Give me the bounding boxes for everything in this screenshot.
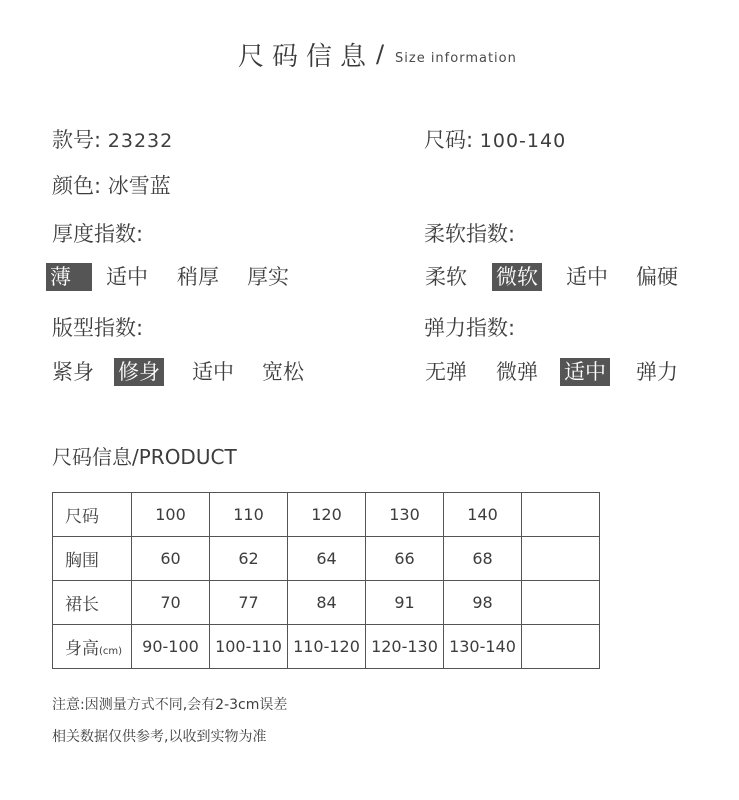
- table-cell: 77: [210, 581, 288, 625]
- elasticity-label: 弹力指数:: [424, 316, 516, 340]
- color-label: 颜色:: [52, 174, 102, 198]
- thickness-option-medium: 适中: [106, 265, 148, 289]
- table-cell: 66: [366, 537, 444, 581]
- table-cell: 84: [288, 581, 366, 625]
- style-number: [52, 124, 173, 154]
- table-row: [53, 625, 600, 669]
- table-cell: 120-130: [366, 625, 444, 669]
- table-cell: 70: [132, 581, 210, 625]
- elasticity-option-stretchy: 弹力: [636, 360, 678, 384]
- softness-option-slightly-soft: 微软: [492, 263, 542, 291]
- style-number-value: 23232: [107, 130, 174, 152]
- row-label: 尺码: [53, 493, 132, 537]
- table-cell: [522, 493, 600, 537]
- fit-option-regular: 适中: [192, 360, 234, 384]
- title-separator: /: [376, 40, 385, 68]
- softness-option-firm: 偏硬: [636, 265, 678, 289]
- table-cell: 100: [132, 493, 210, 537]
- table-cell: 98: [444, 581, 522, 625]
- thickness-option-thin: 薄: [46, 263, 92, 291]
- size-range: [424, 124, 566, 154]
- table-row: [53, 581, 600, 625]
- table-cell: [522, 537, 600, 581]
- measurement-note: 注意:因测量方式不同,会有2-3cm误差: [52, 697, 288, 713]
- table-cell: 110-120: [288, 625, 366, 669]
- color-value: 冰雪蓝: [107, 174, 171, 198]
- table-cell: 90-100: [132, 625, 210, 669]
- table-cell: 91: [366, 581, 444, 625]
- table-cell: 68: [444, 537, 522, 581]
- table-cell: 130-140: [444, 625, 522, 669]
- table-row: [53, 493, 600, 537]
- table-cell: 100-110: [210, 625, 288, 669]
- table-cell: 60: [132, 537, 210, 581]
- table-cell: 130: [366, 493, 444, 537]
- row-label: 身高(cm): [53, 625, 132, 669]
- size-range-label: 尺码:: [424, 128, 474, 152]
- row-label: 胸围: [53, 537, 132, 581]
- table-cell: 62: [210, 537, 288, 581]
- table-cell: [522, 581, 600, 625]
- row-label: 裙长: [53, 581, 132, 625]
- table-cell: [522, 625, 600, 669]
- size-range-value: 100-140: [479, 130, 567, 152]
- thickness-label: 厚度指数:: [52, 222, 144, 246]
- table-cell: 140: [444, 493, 522, 537]
- fit-option-loose: 宽松: [262, 360, 304, 384]
- style-number-label: 款号:: [52, 128, 102, 152]
- fit-option-tight: 紧身: [52, 360, 94, 384]
- thickness-option-thick: 厚实: [247, 265, 289, 289]
- table-cell: 120: [288, 493, 366, 537]
- elasticity-option-none: 无弹: [425, 360, 467, 384]
- fit-option-slim: 修身: [114, 358, 164, 386]
- size-table: [52, 492, 600, 669]
- table-cell: 64: [288, 537, 366, 581]
- color-info: [52, 170, 171, 200]
- fit-label: 版型指数:: [52, 316, 144, 340]
- size-table-title: 尺码信息/PRODUCT: [52, 445, 237, 469]
- thickness-option-slightly-thick: 稍厚: [177, 265, 219, 289]
- page-subtitle: Size information: [395, 51, 517, 66]
- softness-label: 柔软指数:: [424, 222, 516, 246]
- table-cell: 110: [210, 493, 288, 537]
- page-title: 尺码信息: [238, 42, 375, 72]
- reference-note: 相关数据仅供参考,以收到实物为准: [52, 729, 267, 745]
- table-row: [53, 537, 600, 581]
- elasticity-option-slight: 微弹: [496, 360, 538, 384]
- softness-option-soft: 柔软: [425, 265, 467, 289]
- softness-option-medium: 适中: [566, 265, 608, 289]
- elasticity-option-medium: 适中: [560, 358, 610, 386]
